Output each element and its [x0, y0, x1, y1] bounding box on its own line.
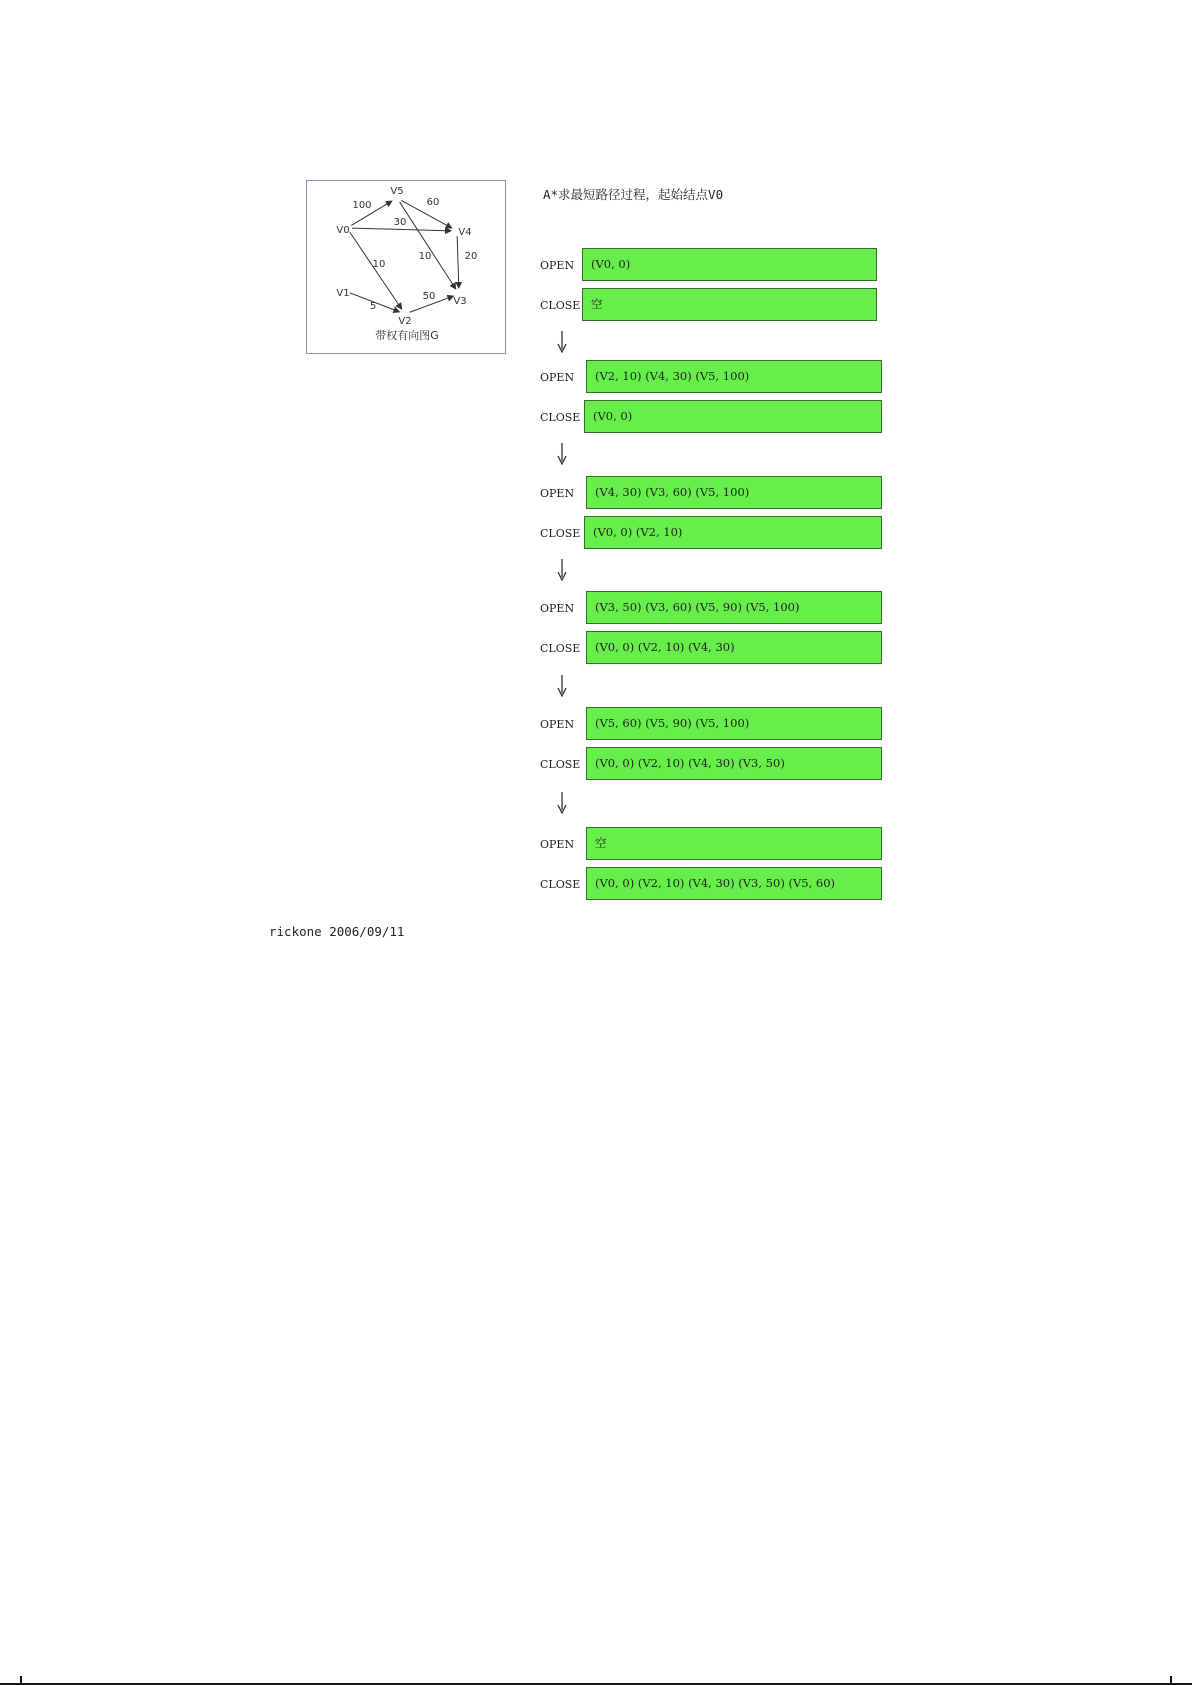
node-v4: V4	[458, 227, 472, 238]
edge-weight-label: 10	[418, 251, 432, 262]
open-label: OPEN	[540, 718, 575, 731]
close-label: CLOSE	[540, 411, 581, 424]
close-list-box: 空	[582, 288, 877, 321]
edge-weight-label: 30	[393, 217, 407, 228]
edge-weight-label: 100	[352, 200, 372, 211]
step-3-open-row	[540, 476, 880, 511]
down-arrow-icon	[556, 675, 568, 697]
step-2-close-row	[540, 400, 880, 435]
close-label: CLOSE	[540, 299, 581, 312]
page-title: A*求最短路径过程，起始结点V0	[543, 187, 724, 202]
open-list-box: (V3, 50) (V3, 60) (V5, 90) (V5, 100)	[586, 591, 882, 624]
step-4-open-row	[540, 591, 880, 626]
edge-weight-label: 5	[369, 301, 377, 312]
node-v1: V1	[336, 288, 350, 299]
edge-weight-label: 50	[422, 291, 436, 302]
open-label: OPEN	[540, 602, 575, 615]
step-3-close-row	[540, 516, 880, 551]
open-list-box: (V2, 10) (V4, 30) (V5, 100)	[586, 360, 882, 393]
node-v3: V3	[453, 296, 467, 307]
edge-v0-v4	[352, 228, 451, 231]
page-corner-tick	[1170, 1676, 1172, 1685]
author-signature: rickone 2006/09/11	[269, 924, 405, 939]
edge-weight-label: 10	[372, 259, 386, 270]
step-2-open-row	[540, 360, 880, 395]
down-arrow-icon	[556, 443, 568, 465]
step-5-close-row	[540, 747, 880, 782]
close-list-box: (V0, 0) (V2, 10)	[584, 516, 882, 549]
open-list-box: (V4, 30) (V3, 60) (V5, 100)	[586, 476, 882, 509]
step-4-close-row	[540, 631, 880, 666]
open-label: OPEN	[540, 371, 575, 384]
node-v0: V0	[336, 225, 350, 236]
step-6-close-row	[540, 867, 880, 902]
open-label: OPEN	[540, 259, 575, 272]
node-v2: V2	[398, 316, 412, 327]
open-list-box: 空	[586, 827, 882, 860]
edge-v4-v3	[457, 236, 459, 288]
down-arrow-icon	[556, 331, 568, 353]
open-list-box: (V5, 60) (V5, 90) (V5, 100)	[586, 707, 882, 740]
step-1-open-row	[540, 248, 880, 283]
close-list-box: (V0, 0) (V2, 10) (V4, 30) (V3, 50) (V5, 60)	[586, 867, 882, 900]
graph-panel	[306, 180, 506, 354]
down-arrow-icon	[556, 559, 568, 581]
node-v5: V5	[390, 186, 404, 197]
close-list-box: (V0, 0) (V2, 10) (V4, 30)	[586, 631, 882, 664]
step-1-close-row	[540, 288, 880, 323]
graph-edge-labels	[352, 197, 477, 312]
open-list-box: (V0, 0)	[582, 248, 877, 281]
close-list-box: (V0, 0) (V2, 10) (V4, 30) (V3, 50)	[586, 747, 882, 780]
close-list-box: (V0, 0)	[584, 400, 882, 433]
close-label: CLOSE	[540, 758, 581, 771]
close-label: CLOSE	[540, 878, 581, 891]
edge-weight-label: 20	[464, 251, 478, 262]
step-5-open-row	[540, 707, 880, 742]
down-arrow-icon	[556, 792, 568, 814]
close-label: CLOSE	[540, 527, 581, 540]
weighted-directed-graph	[307, 181, 507, 355]
edge-weight-label: 60	[426, 197, 440, 208]
page-corner-tick	[20, 1676, 22, 1685]
open-label: OPEN	[540, 487, 575, 500]
edge-v0-v2	[350, 232, 402, 309]
graph-caption: 带权有向图G	[375, 329, 439, 342]
close-label: CLOSE	[540, 642, 581, 655]
open-label: OPEN	[540, 838, 575, 851]
step-6-open-row	[540, 827, 880, 862]
